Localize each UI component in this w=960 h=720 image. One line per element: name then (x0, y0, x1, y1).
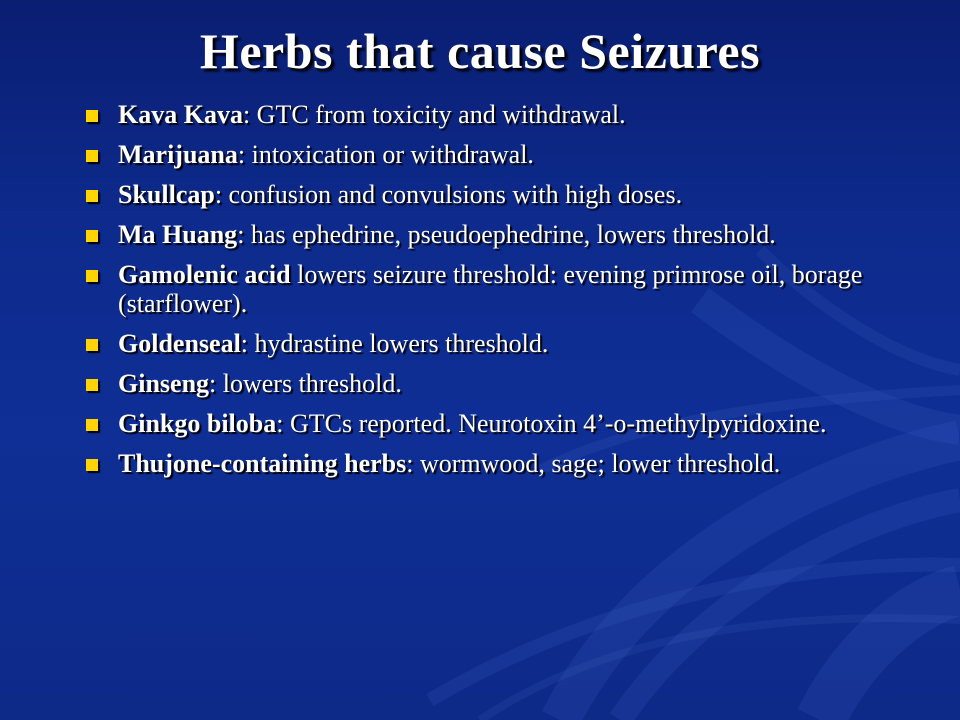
bullet-term: Ginkgo biloba (118, 409, 277, 438)
bullet-term: Marijuana (118, 140, 238, 169)
bullet-list (80, 100, 890, 489)
bullet-item (80, 409, 890, 438)
bullet-text: : wormwood, sage; lower threshold. (406, 449, 781, 478)
square-bullet-icon (86, 339, 98, 351)
bullet-text: : has ephedrine, pseudoephedrine, lowers threshold. (237, 220, 776, 249)
square-bullet-icon (86, 110, 98, 122)
bullet-text: : GTCs reported. Neurotoxin 4’-o-methylpyridoxine. (276, 409, 827, 438)
bullet-text: lowers seizure threshold: evening primrose oil, borage (starflower). (118, 260, 863, 318)
square-bullet-icon (86, 230, 98, 242)
square-bullet-icon (86, 270, 98, 282)
bullet-text: : GTC from toxicity and withdrawal. (242, 100, 626, 129)
square-bullet-icon (86, 419, 98, 431)
bullet-term: Gamolenic acid (118, 260, 291, 289)
bullet-item (80, 369, 890, 398)
square-bullet-icon (86, 459, 98, 471)
bullet-term: Goldenseal (118, 329, 241, 358)
bullet-item (80, 220, 890, 249)
square-bullet-icon (86, 190, 98, 202)
bullet-term: Skullcap (118, 180, 215, 209)
bullet-term: Ginseng (118, 369, 210, 398)
bullet-item (80, 180, 890, 209)
bullet-text: : lowers threshold. (209, 369, 402, 398)
bullet-term: Kava Kava (118, 100, 243, 129)
bullet-text: : hydrastine lowers threshold. (240, 329, 549, 358)
slide-title: Herbs that cause Seizures (199, 23, 761, 79)
bullet-item (80, 260, 890, 318)
bullet-text: : confusion and convulsions with high doses. (214, 180, 683, 209)
bullet-item (80, 449, 890, 478)
bullet-term: Thujone-containing herbs (118, 449, 407, 478)
bullet-item (80, 100, 890, 129)
bullet-text: : intoxication or withdrawal. (237, 140, 534, 169)
square-bullet-icon (86, 379, 98, 391)
bullet-item (80, 329, 890, 358)
square-bullet-icon (86, 150, 98, 162)
bullet-item (80, 140, 890, 169)
bullet-term: Ma Huang (118, 220, 238, 249)
